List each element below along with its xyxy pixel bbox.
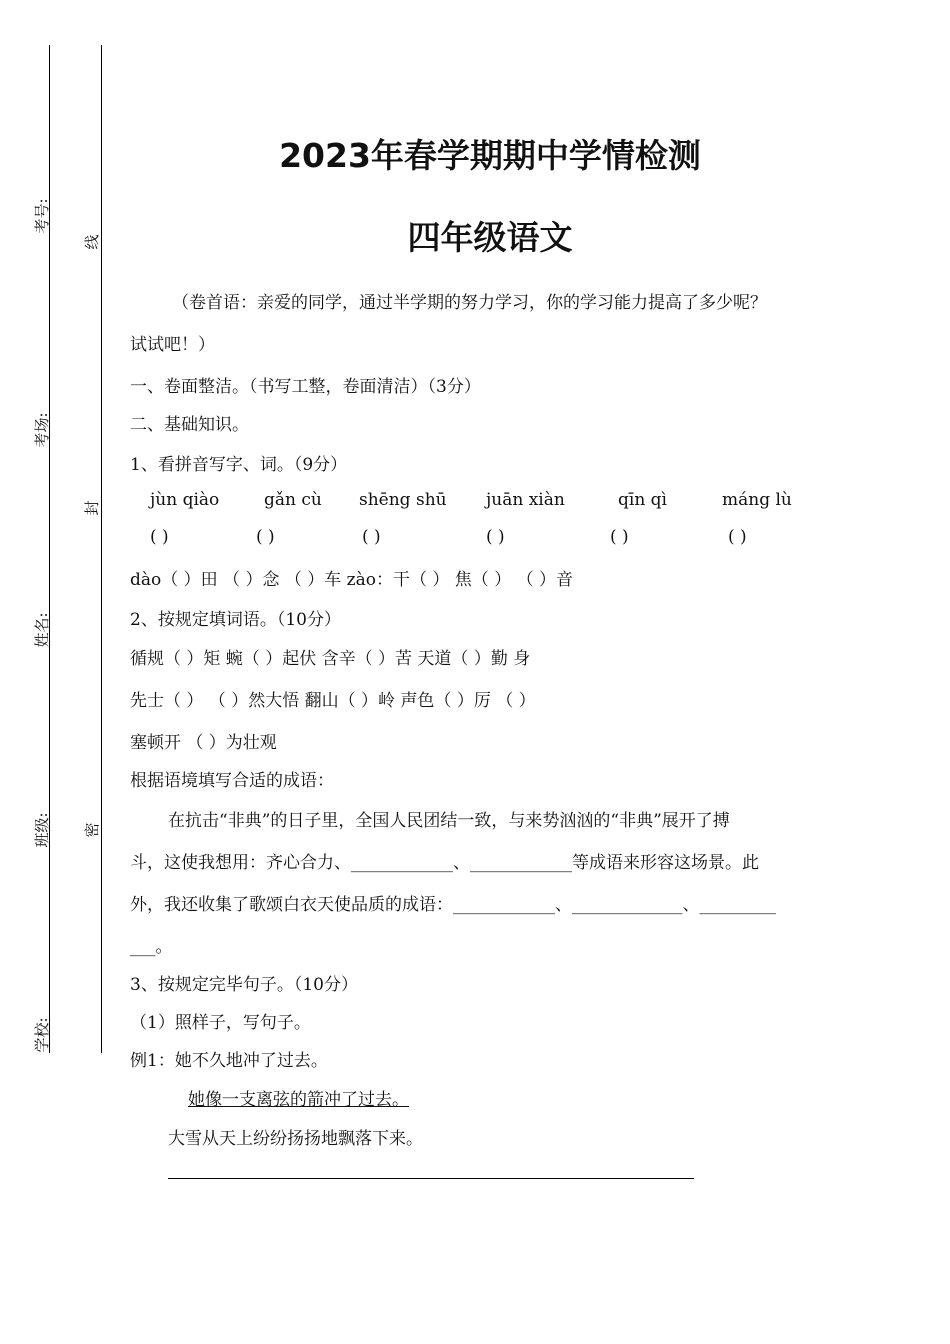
context-para-3: 外，我还收集了歌颂白衣天使品质的成语：____________、_____________、_________: [130, 895, 776, 915]
section-2-heading: 二、基础知识。: [130, 415, 249, 435]
seal-char-xian: 线: [83, 234, 101, 250]
question-2-line-1: 循规（ ）矩 蜿（ ）起伏 含辛（ ）苦 天道（ ）勤 身: [130, 649, 531, 669]
prompt-sentence: 大雪从天上纷纷扬扬地飘落下来。: [168, 1129, 423, 1149]
context-para-4: ___。: [130, 937, 173, 957]
example-sentence: 例1：她不久地冲了过去。: [130, 1051, 328, 1071]
context-para-2: 斗，这使我想用：齐心合力、____________、____________等成语来形容这场景。此: [130, 853, 759, 873]
example-answer: 她像一支离弦的箭冲了过去。: [188, 1090, 409, 1110]
seal-char-mi: 密: [83, 822, 101, 838]
answer-bracket-5[interactable]: ( ): [610, 527, 629, 547]
name-label: 姓名:: [33, 612, 51, 648]
pinyin-6: máng lù: [722, 490, 792, 510]
answer-bracket-1[interactable]: ( ): [150, 527, 169, 547]
class-label: 班级:: [33, 812, 51, 848]
seal-char-feng: 封: [83, 500, 101, 516]
pinyin-2: gǎn cù: [264, 490, 322, 510]
question-3-title: 3、按规定完毕句子。（10分）: [130, 975, 358, 995]
pinyin-5: qīn qì: [618, 490, 667, 510]
answer-bracket-3[interactable]: ( ): [362, 527, 381, 547]
binding-line-inner: [101, 45, 102, 1053]
pinyin-3: shēng shū: [359, 490, 447, 510]
answer-line[interactable]: [168, 1178, 694, 1179]
question-1-line-3: dào（ ）田 （ ）念 （ ）车 zào：干（ ） 焦（ ） （ ）音: [130, 570, 574, 590]
context-title: 根据语境填写合适的成语：: [130, 771, 334, 791]
school-label: 学校:: [33, 1017, 51, 1053]
answer-bracket-2[interactable]: ( ): [256, 527, 275, 547]
question-1-title: 1、看拼音写字、词。（9分）: [130, 455, 348, 475]
page-title: 2023年春学期期中学情检测: [279, 136, 701, 175]
answer-bracket-6[interactable]: ( ): [728, 527, 747, 547]
page-subtitle: 四年级语文: [407, 218, 573, 257]
exam-room-label: 考场:: [33, 412, 51, 448]
intro-line-1: （卷首语：亲爱的同学，通过半学期的努力学习，你的学习能力提高了多少呢？: [172, 293, 767, 313]
section-1-heading: 一、卷面整洁。（书写工整，卷面清洁）（3分）: [130, 377, 481, 397]
intro-line-2: 试试吧！）: [130, 335, 215, 355]
context-para-1: 在抗击“非典”的日子里，全国人民团结一致，与来势汹汹的“非典”展开了搏: [168, 811, 730, 831]
question-2-line-3: 塞顿开 （ ）为壮观: [130, 733, 277, 753]
pinyin-1: jùn qiào: [150, 490, 220, 510]
question-2-title: 2、按规定填词语。（10分）: [130, 610, 341, 630]
question-3-sub-1: （1）照样子，写句子。: [130, 1013, 311, 1033]
pinyin-4: juān xiàn: [486, 490, 565, 510]
answer-bracket-4[interactable]: ( ): [486, 527, 505, 547]
question-2-line-2: 先士（ ） （ ）然大悟 翻山（ ）岭 声色（ ）厉 （ ）: [130, 691, 536, 711]
exam-number-label: 考号:: [33, 198, 51, 234]
